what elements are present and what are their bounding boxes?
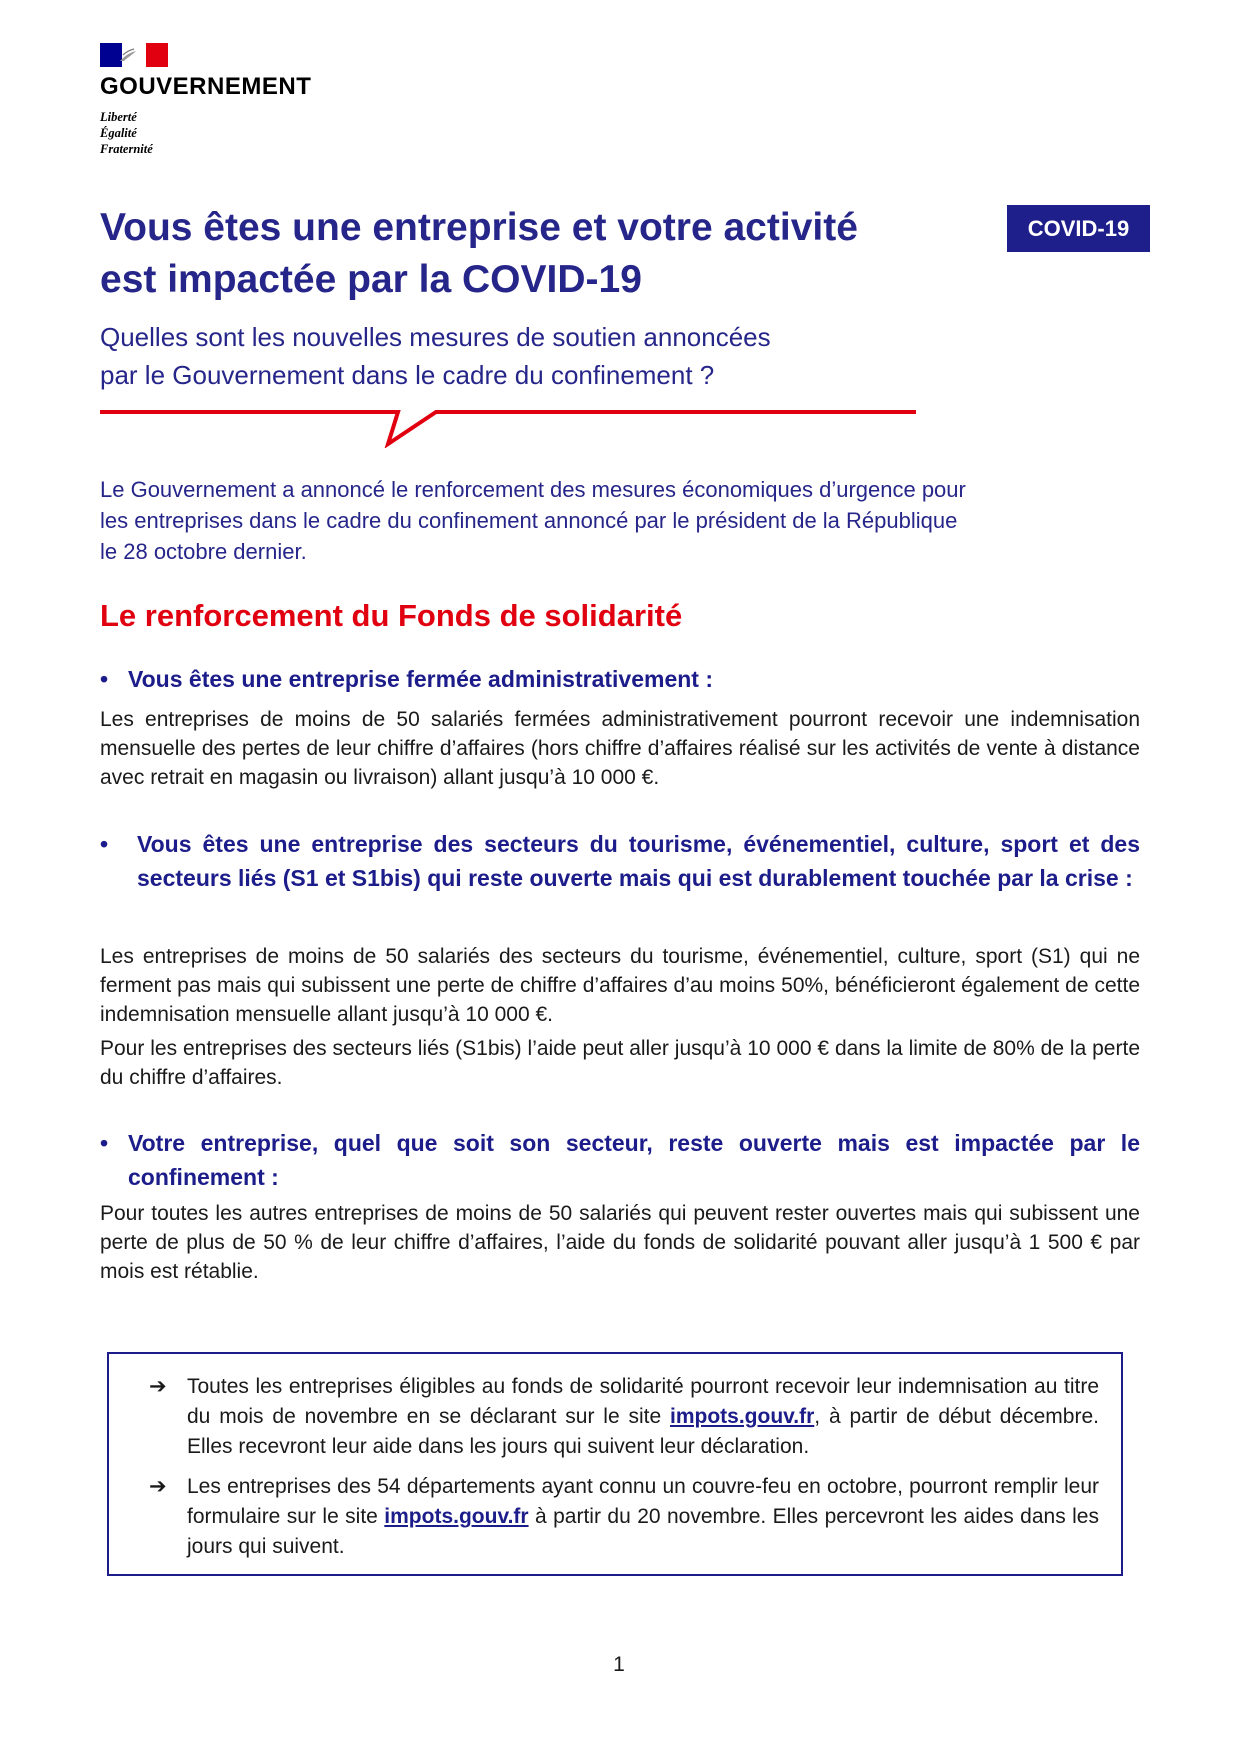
bullet-heading-1 xyxy=(100,662,1140,696)
page-subtitle xyxy=(100,318,771,394)
arrow-right-icon: ➔ xyxy=(149,1475,167,1498)
motto-fraternite: Fraternité xyxy=(100,142,153,156)
motto-egalite: Égalité xyxy=(100,126,137,140)
info-item-2-text-after: à partir du 20 novembre. Elles percevront les aides dans les jours qui suivent. xyxy=(187,1505,1099,1558)
bullet-heading-text: Vous êtes une entreprise des secteurs du tourisme, événementiel, culture, sport et des secteurs liés (S1 et S1bis) qui reste ouverte mais qui est durablement touchée par la crise : xyxy=(137,831,1140,891)
page-title xyxy=(100,202,858,306)
bullet-2-paragraph-1: Les entreprises de moins de 50 salariés des secteurs du tourisme, événementiel, culture, sport (S1) qui ne ferment pas mais qui subissent une perte de chiffre d’affaires d’au moins 50%, bénéficieront également de cette indemnisation mensuelle allant jusqu’à 10 000 €. xyxy=(100,945,1140,1026)
intro-line-3: le 28 octobre dernier. xyxy=(100,539,307,564)
info-box xyxy=(107,1352,1123,1576)
bullet-3-paragraph: Pour toutes les autres entreprises de moins de 50 salariés qui peuvent rester ouvertes mais qui subissent une perte de plus de 50 % de leur chiffre d’affaires, l’aide du fonds de solidarité pouvant aller jusqu’à 1 500 € par mois est rétablie. xyxy=(100,1202,1140,1283)
marianne-flag-icon xyxy=(100,43,168,67)
bullet-icon: • xyxy=(100,831,109,857)
arrow-right-icon: ➔ xyxy=(149,1375,167,1398)
subtitle-line-1: Quelles sont les nouvelles mesures de soutien annoncées xyxy=(100,322,771,352)
info-item-1 xyxy=(149,1372,1099,1462)
intro-paragraph xyxy=(100,474,1140,567)
bullet-heading-3 xyxy=(100,1126,1140,1194)
subtitle-line-2: par le Gouvernement dans le cadre du confinement ? xyxy=(100,360,715,390)
brand-name: GOUVERNEMENT xyxy=(100,73,312,100)
bullet-heading-text: Vous êtes une entreprise fermée administrativement : xyxy=(128,666,713,692)
bullet-2-paragraph-2: Pour les entreprises des secteurs liés (S1bis) l’aide peut aller jusqu’à 10 000 € dans la limite de 80% de la perte du chiffre d’affaires. xyxy=(100,1037,1140,1089)
government-logo xyxy=(100,43,311,157)
title-line-1: Vous êtes une entreprise et votre activité xyxy=(100,206,858,249)
info-item-2 xyxy=(149,1472,1099,1562)
title-line-2: est impactée par la COVID-19 xyxy=(100,258,642,301)
motto-liberte: Liberté xyxy=(100,110,137,124)
intro-line-2: les entreprises dans le cadre du confinement annoncé par le président de la République xyxy=(100,508,958,533)
speech-bubble-divider xyxy=(98,402,918,448)
page-number: 1 xyxy=(613,1653,625,1676)
bullet-icon: • xyxy=(100,666,109,692)
info-item-1-text-after: , à partir de début décembre. Elles recevront leur aide dans les jours qui suivent leur déclaration. xyxy=(187,1405,1099,1458)
impots-link[interactable]: impots.gouv.fr xyxy=(384,1505,529,1528)
bullet-heading-text: Votre entreprise, quel que soit son secteur, reste ouverte mais est impactée par le confinement : xyxy=(128,1130,1140,1190)
impots-link[interactable]: impots.gouv.fr xyxy=(670,1405,815,1428)
section-title: Le renforcement du Fonds de solidarité xyxy=(100,598,683,633)
bullet-heading-2 xyxy=(100,827,1140,895)
info-item-1-text-before: Toutes les entreprises éligibles au fonds de solidarité pourront recevoir leur indemnisation au titre du mois de novembre en se déclarant sur le site xyxy=(187,1375,1099,1428)
bullet-icon: • xyxy=(100,1130,109,1156)
motto xyxy=(100,109,311,157)
intro-line-1: Le Gouvernement a annoncé le renforcement des mesures économiques d’urgence pour xyxy=(100,477,966,502)
info-item-2-text-before: Les entreprises des 54 départements ayant connu un couvre-feu en octobre, pourront remplir leur formulaire sur le site xyxy=(187,1475,1099,1528)
bullet-1-paragraph: Les entreprises de moins de 50 salariés fermées administrativement pourront recevoir une indemnisation mensuelle des pertes de leur chiffre d’affaires (hors chiffre d’affaires réalisé sur les activités de vente à distance avec retrait en magasin ou livraison) allant jusqu’à 10 000 €. xyxy=(100,708,1140,789)
covid-badge: COVID-19 xyxy=(1007,205,1150,252)
